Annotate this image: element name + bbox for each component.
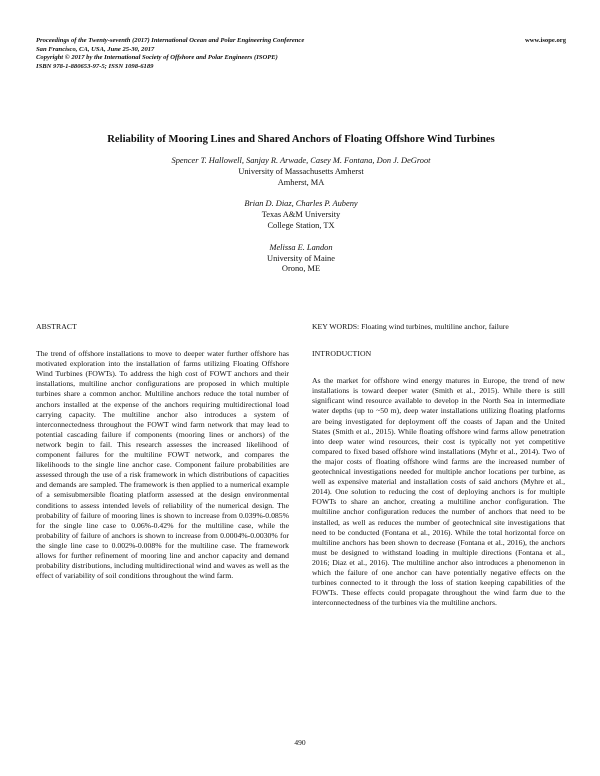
header-location-line: San Francisco, CA, USA, June 25-30, 2017 <box>36 45 155 53</box>
author-affiliation: Texas A&M University <box>261 210 341 220</box>
left-column <box>36 322 289 593</box>
author-block <box>36 156 566 286</box>
author-names: Spencer T. Hallowell, Sanjay R. Arwade, Casey M. Fontana, Don J. DeGroot <box>171 156 431 165</box>
author-location: Amherst, MA <box>277 177 325 187</box>
introduction-text: As the market for offshore wind energy matures in Europe, the trend of new installations is toward deeper water (Smith et al., 2015). While there is still significant wind resource available to develop in the North Sea in intermediate water depths (up to ~50 m), deep water installations utilizing floating platforms are being investigated for deployment off the coasts of Japan and the United States (Smith et al., 2015). While floating offshore wind farms allow penetration into deep water wind resources, their cost is typically not yet competitive compared to fixed based offshore wind installations (Myhr et al., 2014). Two of the major costs of floating offshore wind farms are the increased number of geotechnical investigations needed for multiple anchor locations per turbine, as well as expensive material and installation costs of said anchors (Myhre et al., 2014). One solution to reducing the cost of deploying anchors is for multiple FOWTs to share an anchor, creating a multiline anchor configuration. The multiline anchor configuration reduces the number of anchors that need to be installed, as well as reduces the number of geotechnical site investigations that need to be conducted (Fontana et al., 2016). While the total horizontal force on multiline anchors has been shown to decrease (Fontana et al., 2016), the anchors must be designed to withstand loading in multiple directions (Fontana et al., 2016; Diaz et al., 2016). The multiline anchor also introduces a phenomenon in which the failure of one anchor can have potentially negative effects on the turbines connected to it through the loss of station keeping capabilities of the FOWTs. These effects could propagate throughout the wind farm due to the interconnectedness of the turbines via the multiline anchors. <box>312 376 565 608</box>
introduction-heading: INTRODUCTION <box>312 349 372 359</box>
keywords-line: KEY WORDS: Floating wind turbines, multiline anchor, failure <box>312 322 509 331</box>
header-isbn-line: ISBN 978-1-880653-97-5; ISSN 1098-6189 <box>36 62 154 70</box>
header-url: www.isope.org <box>524 37 566 44</box>
header-conference-line: Proceedings of the Twenty-seventh (2017) International Ocean and Polar Engineering Conference <box>36 37 305 44</box>
author-names: Melissa E. Landon <box>269 242 333 252</box>
author-names: Brian D. Diaz, Charles P. Aubeny <box>244 199 358 209</box>
author-location: Orono, ME <box>281 264 321 274</box>
author-group <box>36 156 566 188</box>
page-number: 490 <box>294 738 306 747</box>
author-group <box>36 199 566 231</box>
proceedings-header <box>36 37 566 71</box>
header-copyright-line: Copyright © 2017 by the International Society of Offshore and Polar Engineers (ISOPE) <box>36 54 278 62</box>
author-location: College Station, TX <box>267 220 335 230</box>
author-affiliation: University of Maine <box>267 253 335 263</box>
abstract-heading: ABSTRACT <box>36 322 77 331</box>
author-group <box>36 243 566 275</box>
right-column <box>312 322 565 620</box>
author-affiliation: University of Massachusetts Amherst <box>238 166 364 176</box>
abstract-text: The trend of offshore installations to move to deeper water further offshore has motivated exploration into the installation of farms utilizing Floating Offshore Wind Turbines (FOWTs). To address the high cost of FOWT anchors and their installations, multiline anchor configurations are proposed in which multiple turbines share a common anchor. Multiline anchors reduce the total number of anchors installed at the expense of the anchors requiring multidirectional load carrying capacity. The multiline anchor also introduces a system of interconnectedness throughout the FOWT wind farm network that may lead to potential cascading failure if components (mooring lines or anchors) of the network begin to fail. This research assesses the increased likelihood of component failures for the multiline FOWT network, and compares the likelihoods to the single line anchor case. Component failure probabilities are assessed through the use of a risk framework in which distributions of capacities and demands are sampled. The framework is then applied to a numerical example of a semisubmersible floating platform assessed at the design environmental conditions to assess intended levels of reliability of the numerical design. The probability of failure of mooring lines is shown to increase from 0.039%-0.085% for the single line case to 0.06%-0.42% for the multiline case, while the probability of failure of anchors is shown to increase from 0.0004%-0.0030% for the single line case to 0.002%-0.008% for the multiline case. The framework allows for further refinement of mooring line and anchor capacity and demand probability distributions, including multidirectional wind and waves as well as the effect of variability of soil conditions throughout the wind farm. <box>36 349 289 581</box>
paper-title: Reliability of Mooring Lines and Shared Anchors of Floating Offshore Wind Turbines <box>107 134 495 145</box>
